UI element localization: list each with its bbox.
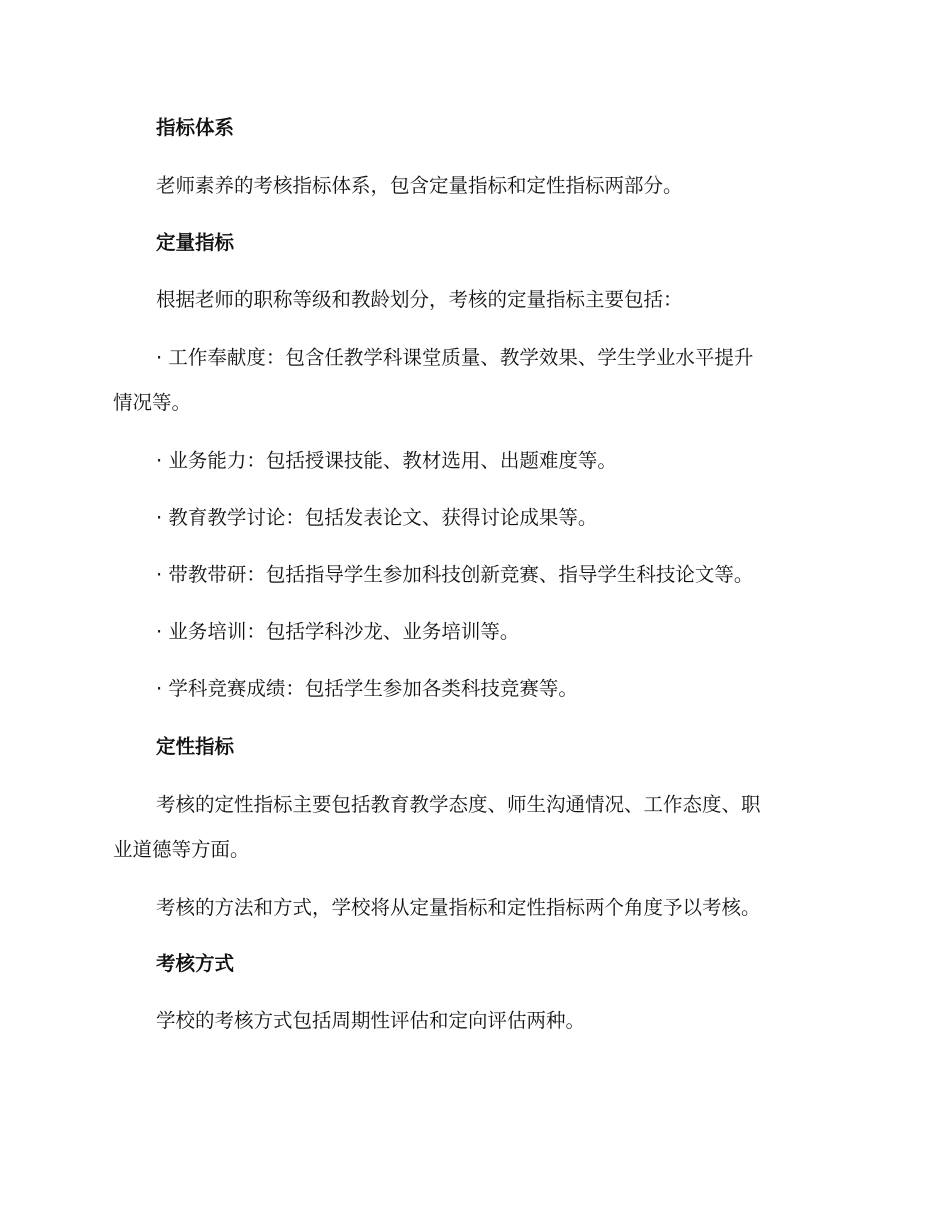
paragraph-indicator-system: 老师素养的考核指标体系，包含定量指标和定性指标两部分。 [156,174,683,197]
paragraph-assessment-method: 学校的考核方式包括周期性评估和定向评估两种。 [156,1009,586,1032]
paragraph-quantitative-intro: 根据老师的职称等级和教龄划分，考核的定量指标主要包括： [156,288,683,311]
section-heading-assessment-method: 考核方式 [156,952,235,975]
bullet-work-dedication-line1: · 工作奉献度：包含任教学科课堂质量、教学效果、学生学业水平提升 [156,346,754,369]
bullet-teaching-research: · 教育教学讨论：包括发表论文、获得讨论成果等。 [156,506,598,529]
bullet-work-dedication-line2: 情况等。 [113,391,192,414]
paragraph-assessment-approach: 考核的方法和方式，学校将从定量指标和定性指标两个角度予以考核。 [156,896,761,919]
paragraph-qualitative-line1: 考核的定性指标主要包括教育教学态度、师生沟通情况、工作态度、职 [156,793,761,816]
paragraph-qualitative-line2: 业道德等方面。 [113,838,250,861]
section-heading-qualitative: 定性指标 [156,735,235,758]
bullet-competition-results: · 学科竞赛成绩：包括学生参加各类科技竞赛等。 [156,677,578,700]
bullet-mentoring: · 带教带研：包括指导学生参加科技创新竞赛、指导学生科技论文等。 [156,563,754,586]
bullet-training: · 业务培训：包括学科沙龙、业务培训等。 [156,620,520,643]
bullet-professional-ability: · 业务能力：包括授课技能、教材选用、出题难度等。 [156,449,617,472]
section-heading-indicator-system: 指标体系 [156,116,235,139]
section-heading-quantitative: 定量指标 [156,231,235,254]
